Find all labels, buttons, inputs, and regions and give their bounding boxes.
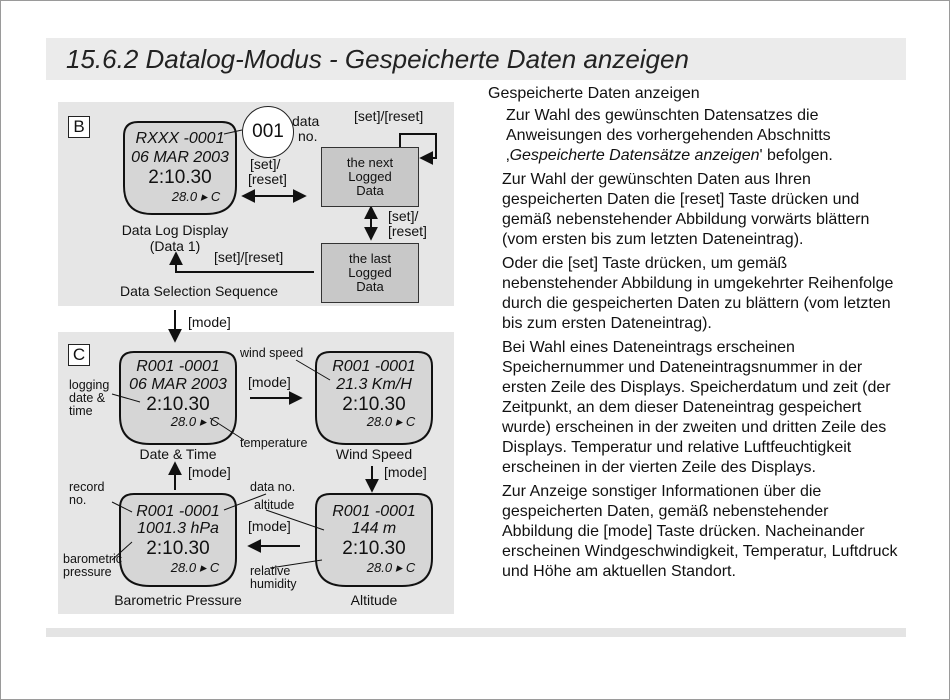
section-heading: Gespeicherte Daten anzeigen: [488, 85, 700, 102]
data-no-annotation: data no.: [250, 480, 296, 494]
data-no-circle: 001: [242, 106, 294, 158]
lcd-wind-line2: 21.3 Km/H: [336, 376, 412, 393]
panel-b-label: B: [68, 116, 90, 138]
wind-speed-annotation: wind speed: [240, 346, 304, 360]
lcd-baro-line1: R001 -0001: [136, 503, 220, 520]
bottom-bar: [46, 628, 906, 637]
set-reset-top-label: [set]/[reset]: [354, 108, 424, 124]
mode-between-label: [mode]: [188, 314, 231, 330]
barometric-annotation-2: pressure: [63, 565, 112, 579]
lcd-b-line3: 2:10.30: [148, 167, 212, 188]
set-right-label-1: [set]/: [388, 208, 419, 224]
paragraph-1-b: ' befolgen.: [759, 147, 833, 164]
lcd-b-line4: 28.0 ▸ C: [171, 189, 221, 204]
humidity-annotation-1: relative: [250, 564, 291, 578]
mode-arrow-3-label: [mode]: [248, 518, 291, 534]
paragraph-1: [506, 106, 898, 166]
humidity-annotation-2: humidity: [250, 577, 297, 591]
logging-annotation-2: date &: [69, 391, 106, 405]
lcd-date-time-line4: 28.0 ▸ C: [170, 414, 220, 429]
altitude-annotation: altitude: [254, 498, 295, 512]
paragraph-3: Oder die [set] Taste drücken, um gemäß nebenstehender Abbildung in umgekehrter Reihenfolge durch die gespeicherten Daten zu blättern (vom letzten bis zum ersten Dateneintrag).: [502, 255, 894, 332]
lcd-wind-line1: R001 -0001: [332, 358, 416, 375]
display-caption-2: (Data 1): [149, 238, 201, 254]
lcd-date-time-line2: 06 MAR 2003: [129, 376, 227, 393]
wind-speed-caption: Wind Speed: [335, 446, 413, 462]
date-time-caption: Date & Time: [139, 446, 217, 462]
set-mid-label-2: [reset]: [248, 171, 287, 187]
mode-arrow-2-label: [mode]: [384, 464, 427, 480]
lcd-date-time-line1: R001 -0001: [136, 358, 220, 375]
temperature-annotation: temperature: [240, 436, 308, 450]
paragraph-2: Zur Wahl der gewünschten Daten aus Ihren gespeicherten Daten die [reset] Taste drücken und gemäß nebenstehender Abbildung vorwärts blättern (vom ersten bis zum letzten Dateneintrag).: [502, 171, 870, 248]
lcd-b-line1: RXXX -0001: [135, 130, 225, 147]
barometric-caption: Barometric Pressure: [114, 592, 242, 608]
last-box-line1: the last: [349, 251, 391, 266]
lcd-baro-line3: 2:10.30: [146, 538, 210, 559]
next-logged-data-box: [321, 147, 419, 207]
data-no-label-1: data: [292, 113, 320, 129]
paragraph-1-a: Zur Wahl des gewünschten Datensatzes die Anweisungen des vorhergehenden Abschnitts ‚: [506, 107, 831, 164]
next-box-line2: Logged: [348, 169, 392, 184]
logging-annotation-1: logging: [69, 378, 110, 392]
logging-annotation-3: time: [69, 404, 93, 418]
lcd-date-time-line3: 2:10.30: [146, 394, 210, 415]
page-title: 15.6.2 Datalog-Modus - Gespeicherte Daten anzeigen: [66, 44, 689, 74]
mode-arrow-4-label: [mode]: [188, 464, 231, 480]
mode-arrow-1-label: [mode]: [248, 374, 291, 390]
panel-c-label: C: [68, 344, 90, 366]
lcd-alt-line3: 2:10.30: [342, 538, 406, 559]
lcd-alt-line1: R001 -0001: [332, 503, 416, 520]
text-column: [488, 84, 898, 586]
record-no-annotation-1: record: [69, 480, 105, 494]
lcd-baro-line2: 1001.3 hPa: [137, 520, 219, 537]
lcd-baro-line4: 28.0 ▸ C: [170, 560, 220, 575]
next-box-line1: the next: [346, 155, 394, 170]
last-logged-data-box: [321, 243, 419, 303]
record-no-annotation-2: no.: [69, 493, 87, 507]
lcd-alt-line2: 144 m: [351, 520, 397, 537]
paragraph-1-emphasis: Gespeicherte Datensätze anzeigen: [509, 147, 760, 164]
lcd-alt-line4: 28.0 ▸ C: [366, 560, 416, 575]
paragraph-5: Zur Anzeige sonstiger Informationen über die gespeicherten Daten, gemäß nebenstehender Abbildung die [mode] Taste drücken. Nacheinander erscheinen Windgeschwindigkeit, Temperatur, Luftdruck und Höhe am aktuellen Standort.: [502, 483, 898, 580]
set-reset-bottom-label: [set]/[reset]: [214, 249, 284, 265]
set-mid-label-1: [set]/: [250, 156, 281, 172]
barometric-annotation-1: barometric: [63, 552, 123, 566]
data-no-label-2: no.: [298, 128, 318, 144]
data-selection-caption: Data Selection Sequence: [120, 283, 278, 299]
display-caption-1: Data Log Display: [121, 222, 229, 238]
lcd-b-line2: 06 MAR 2003: [131, 149, 229, 166]
set-right-label-2: [reset]: [388, 223, 427, 239]
paragraph-4: Bei Wahl eines Dateneintrags erscheinen Speichernummer und Dateneintragsnummer in der ersten Zeile des Displays. Speicherdatum und zeit (der Zeitpunkt, an dem dieser Dateneintrag gespeichert wurde) erscheinen in der zweiten und dritten Zeile des Displays. Temperatur und relative Luftfeuchtigkeit erscheinen in der vierten Zeile des Displays.: [502, 339, 891, 476]
altitude-caption: Altitude: [350, 592, 398, 608]
lcd-wind-line4: 28.0 ▸ C: [366, 414, 416, 429]
last-box-line2: Logged: [348, 265, 392, 280]
next-box-line3: Data: [356, 183, 384, 198]
last-box-line3: Data: [356, 279, 384, 294]
lcd-wind-line3: 2:10.30: [342, 394, 406, 415]
